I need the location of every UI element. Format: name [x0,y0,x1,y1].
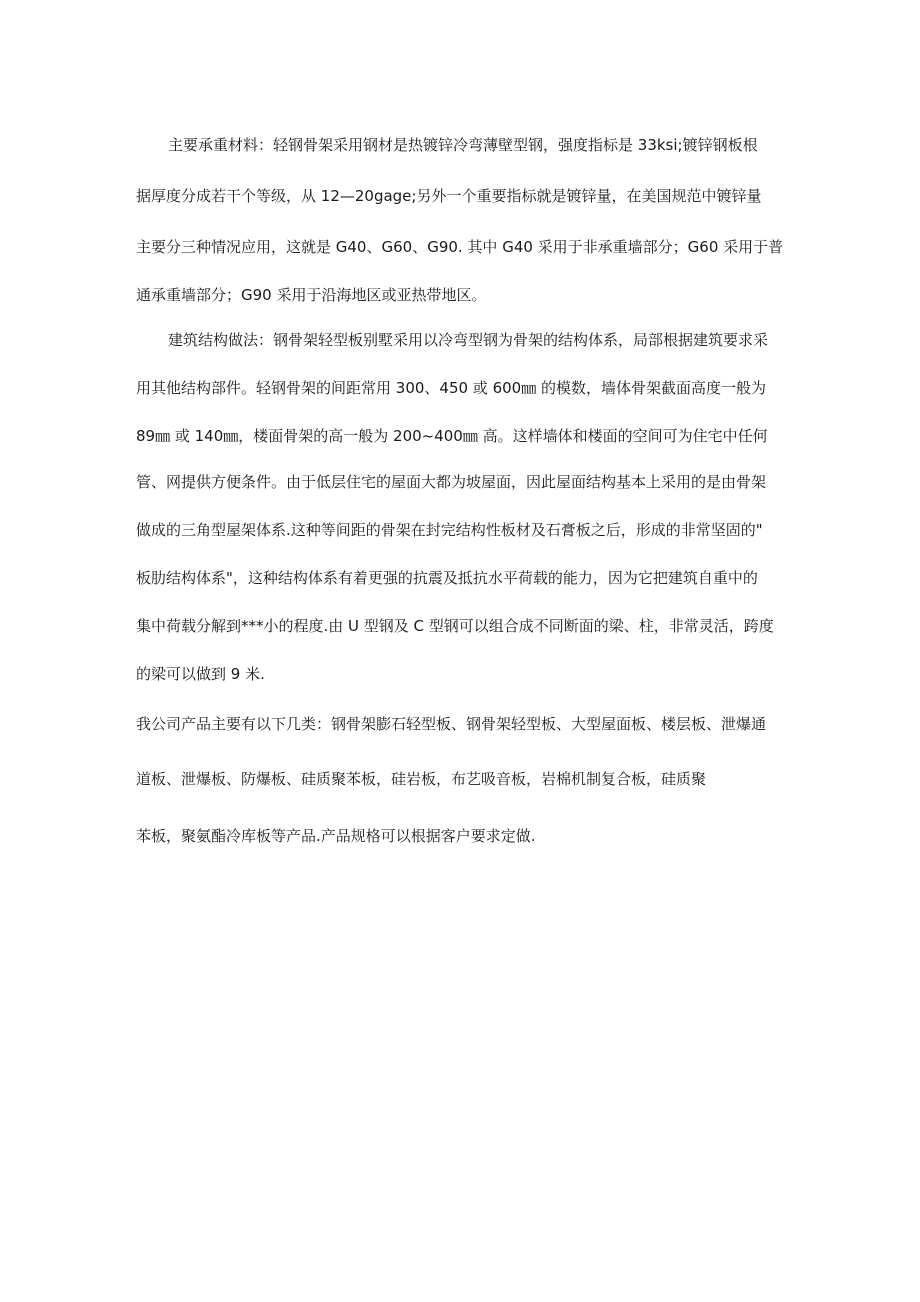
text-line: 的梁可以做到 9 米. [136,665,265,683]
text-line: 89㎜ 或 140㎜，楼面骨架的高一般为 200~400㎜ 高。这样墙体和楼面的空间可为住宅中任何 [136,427,768,445]
text-line: 建筑结构做法：钢骨架轻型板别墅采用以冷弯型钢为骨架的结构体系，局部根据建筑要求采 [168,331,769,349]
text-line: 通承重墙部分；G90 采用于沿海地区或亚热带地区。 [136,286,487,304]
text-line: 用其他结构部件。轻钢骨架的间距常用 300、450 或 600㎜ 的模数，墙体骨架截面高度一般为 [136,379,766,397]
text-line: 集中荷载分解到***小的程度.由 U 型钢及 C 型钢可以组合成不同断面的梁、柱，非常灵活，跨度 [136,617,774,635]
text-line: 主要分三种情况应用，这就是 G40、G60、G90. 其中 G40 采用于非承重墙部分；G60 采用于普 [136,238,784,256]
text-line: 我公司产品主要有以下几类：钢骨架膨石轻型板、钢骨架轻型板、大型屋面板、楼层板、泄爆通 [136,715,767,733]
text-line: 板肋结构体系"，这种结构体系有着更强的抗震及抵抗水平荷载的能力，因为它把建筑自重中的 [136,569,758,587]
text-line: 据厚度分成若干个等级，从 12—20gage;另外一个重要指标就是镀锌量，在美国规范中镀锌量 [136,187,762,205]
text-line: 道板、泄爆板、防爆板、硅质聚苯板，硅岩板，布艺吸音板，岩棉机制复合板，硅质聚 [136,770,707,788]
text-line: 主要承重材料：轻钢骨架采用钢材是热镀锌冷弯薄壁型钢，强度指标是 33ksi;镀锌钢板根 [168,136,758,154]
text-line: 管、网提供方便条件。由于低层住宅的屋面大都为坡屋面，因此屋面结构基本上采用的是由骨架 [136,473,767,491]
text-line: 做成的三角型屋架体系.这种等间距的骨架在封完结构性板材及石膏板之后，形成的非常坚固的" [136,521,763,539]
text-line: 苯板，聚氨酯冷库板等产品.产品规格可以根据客户要求定做. [136,827,536,845]
